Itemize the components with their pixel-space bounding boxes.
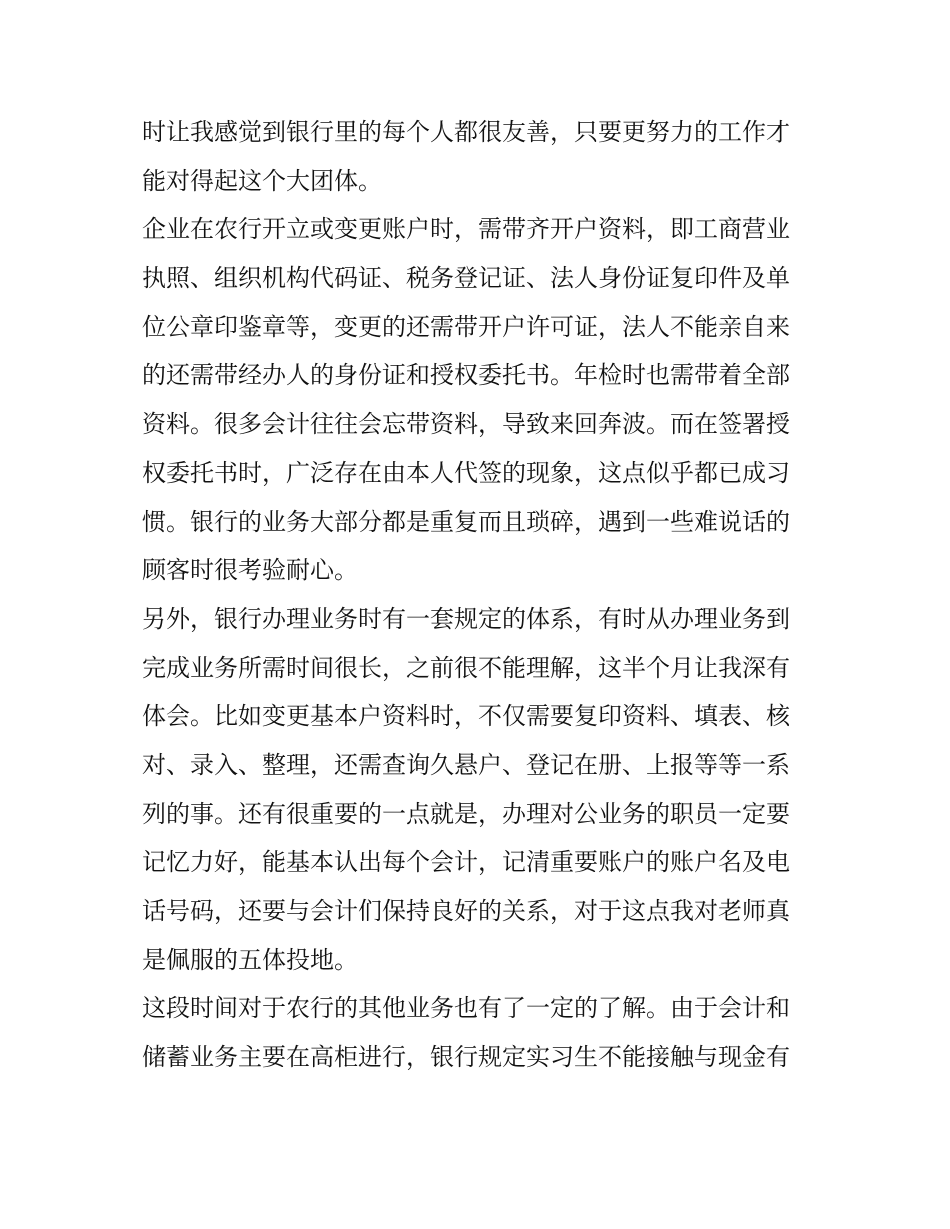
text-line: 体会。比如变更基本户资料时，不仅需要复印资料、填表、核 [142,702,790,731]
text-line: 储蓄业务主要在高柜进行，银行规定实习生不能接触与现金有 [142,1043,790,1072]
text-line: 是佩服的五体投地。 [142,945,358,974]
text-line: 位公章印鉴章等，变更的还需带开户许可证，法人不能亲自来 [142,312,790,341]
text-line: 时让我感觉到银行里的每个人都很友善，只要更努力的工作才 [142,118,790,146]
text-line: 话号码，还要与会计们保持良好的关系，对于这点我对老师真 [142,897,790,925]
text-line: 另外，银行办理业务时有一套规定的体系，有时从办理业务到 [142,604,790,633]
text-line: 完成业务所需时间很长，之前很不能理解，这半个月让我深有 [142,653,790,682]
text-line: 企业在农行开立或变更账户时，需带齐开户资料，即工商营业 [142,215,790,244]
text-line: 顾客时很考验耐心。 [142,556,358,585]
text-line: 权委托书时，广泛存在由本人代签的现象，这点似乎都已成习 [142,458,790,487]
text-line: 资料。很多会计往往会忘带资料，导致来回奔波。而在签署授 [142,410,790,439]
text-line: 的还需带经办人的身份证和授权委托书。年检时也需带着全部 [142,361,790,390]
text-line: 执照、组织机构代码证、税务登记证、法人身份证复印件及单 [142,264,790,293]
text-line: 对、录入、整理，还需查询久悬户、登记在册、上报等等一系 [142,750,790,779]
document-body [142,108,814,1082]
text-line: 能对得起这个大团体。 [142,166,382,195]
text-line: 记忆力好，能基本认出每个会计，记清重要账户的账户名及电 [142,848,790,877]
text-line: 列的事。还有很重要的一点就是，办理对公业务的职员一定要 [142,799,790,828]
text-line: 这段时间对于农行的其他业务也有了一定的了解。由于会计和 [142,994,790,1023]
text-line: 惯。银行的业务大部分都是重复而且琐碎，遇到一些难说话的 [142,507,790,536]
